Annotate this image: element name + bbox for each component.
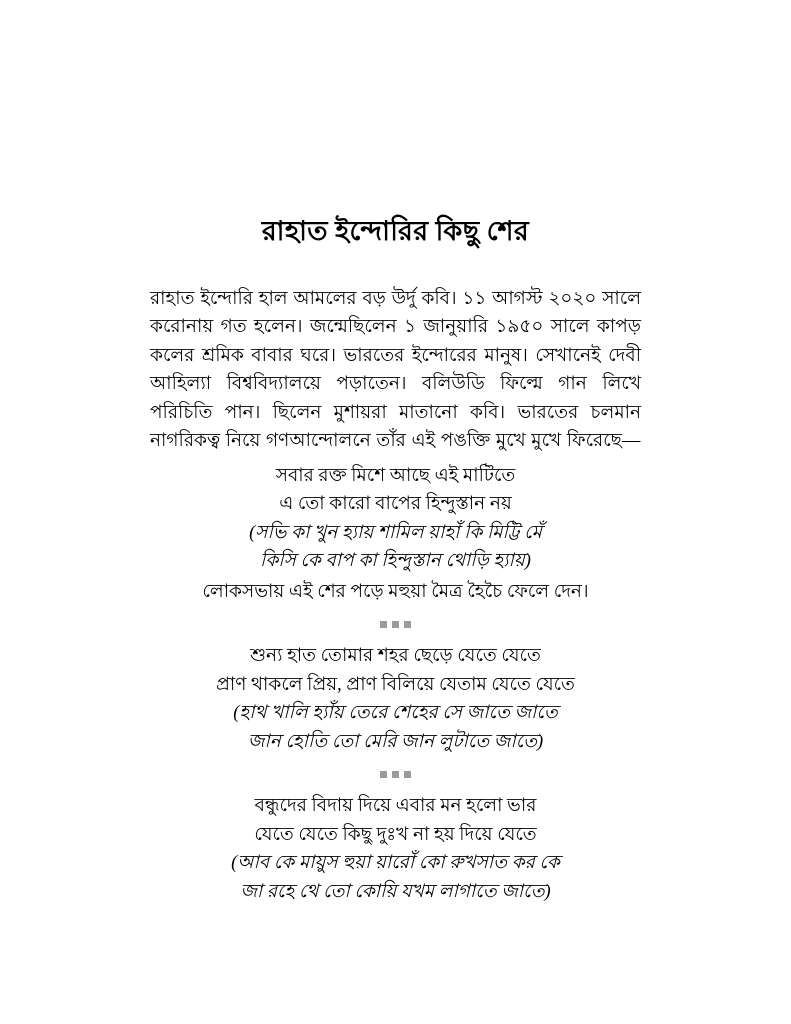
page-title: রাহাত ইন্দোরির কিছু শের bbox=[261, 216, 530, 246]
verse-transliteration-line: (হাথ খালি হ্যাঁয় তেরে শেহের সে জাতে জাতে bbox=[233, 703, 558, 724]
separator-square-icon bbox=[380, 771, 387, 778]
verse-block-1 bbox=[150, 456, 641, 576]
verse-transliteration-line: (আব কে মায়ুস হুয়া য়ারোঁ কো রুখসাত কর কে bbox=[231, 853, 560, 874]
separator-square-icon bbox=[404, 771, 411, 778]
verse-line: প্রাণ থাকলে প্রিয়, প্রাণ বিলিয়ে যেতাম যেতে যেতে bbox=[216, 674, 575, 695]
verse-block-3 bbox=[150, 792, 641, 906]
section-separator bbox=[150, 756, 641, 792]
verse-transliteration-line: কিসি কে বাপ কা হিন্দুস্তান থোড়ি হ্যায়) bbox=[260, 551, 531, 572]
separator-square-icon bbox=[404, 621, 411, 628]
separator-square-icon bbox=[380, 621, 387, 628]
verse-transliteration-line: জা রহে থে তো কোয়ি যখম লাগাতে জাতে) bbox=[240, 881, 551, 902]
section-separator bbox=[150, 606, 641, 642]
verse-note: লোকসভায় এই শের পড়ে মহুয়া মৈত্র হৈচৈ ফেলে দেন। bbox=[202, 581, 589, 602]
verse-line: সবার রক্ত মিশে আছে এই মাটিতে bbox=[275, 465, 516, 486]
intro-paragraph: রাহাত ইন্দোরি হাল আমলের বড় উর্দু কবি। ১১ আগস্ট ২০২০ সালে করোনায় গত হলেন। জন্মেছিলেন ১ জানুয়ারি ১৯৫০ সালে কাপড় কলের শ্রমিক বাবার ঘরে। ভারতের ইন্দোরের মানুষ। সেখানেই দেবী আহিল্যা বিশ্ববিদ্যালয়ে পড়াতেন। বলিউডি ফিল্মে গান লিখে পরিচিতি পান। ছিলেন মুশায়রা মাতানো কবি। ভারতের চলমান নাগরিকত্ব নিয়ে গণআন্দোলনে তাঁর এই পঙক্তি মুখে মুখে ফিরেছে— bbox=[150, 288, 641, 452]
verse-transliteration-line: (সভি কা খুন হ্যায় শামিল য়াহাঁ কি মিট্টি মেঁ bbox=[249, 522, 542, 543]
separator-square-icon bbox=[392, 771, 399, 778]
verse-block-2 bbox=[150, 642, 641, 756]
verse-line: এ তো কারো বাপের হিন্দুস্তান নয় bbox=[279, 494, 512, 515]
separator-square-icon bbox=[392, 621, 399, 628]
verse-line: বন্ধুদের বিদায় দিয়ে এবার মন হলো ভার bbox=[254, 796, 537, 817]
verse-transliteration-line: জান হোতি তো মেরি জান লুটাতে জাতে) bbox=[247, 731, 544, 752]
verse-line: শুন্য হাত তোমার শহর ছেড়ে যেতে যেতে bbox=[250, 646, 541, 667]
verse-line: যেতে যেতে কিছু দুঃখ না হয় দিয়ে যেতে bbox=[254, 824, 537, 845]
